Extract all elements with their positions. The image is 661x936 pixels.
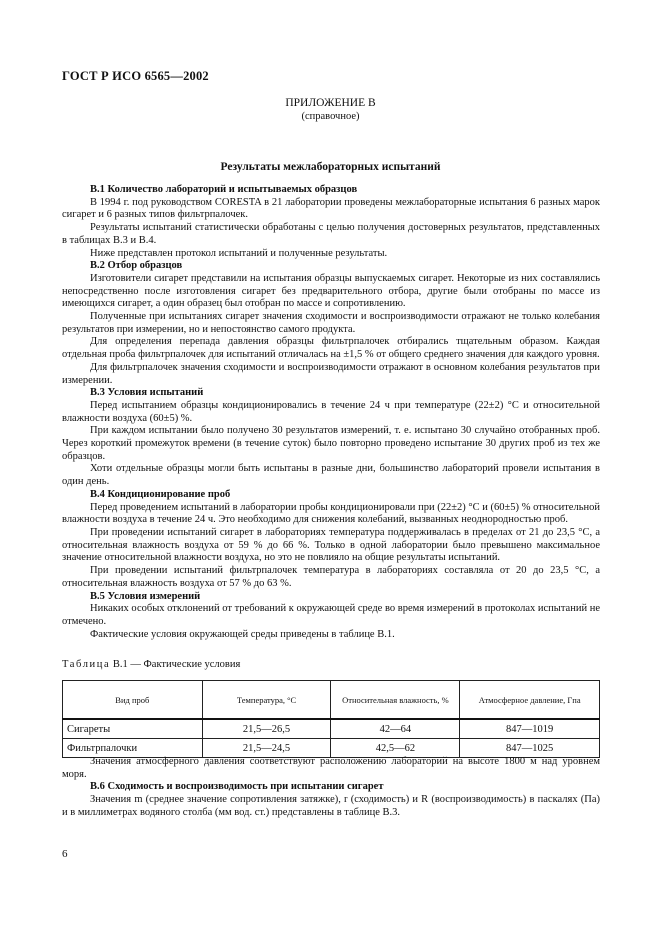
heading-b1: В.1 Количество лабораторий и испытываемых образцов	[90, 184, 358, 195]
document-code: ГОСТ Р ИСО 6565—2002	[62, 69, 209, 83]
document-body	[62, 184, 600, 641]
paragraph: Перед проведением испытаний в лаборатории пробы кондиционировали при (22±2) °С и (60±5) % относительной влажности воздуха в течение 24 ч. Это необходимо для снижения колебаний, вызванных неоднородностью проб.	[62, 501, 600, 526]
paragraph: При проведении испытаний фильтрпалочек температура в лабораториях составляла от 20 до 23,5 °С, а относительная влажность воздуха от 57 % до 63 %.	[62, 565, 600, 589]
table-header-row	[63, 681, 600, 720]
table-caption-text: В.1 — Фактические условия	[110, 659, 241, 670]
table-row	[63, 719, 600, 739]
table-cell: 847—1025	[460, 739, 600, 758]
paragraph: Ниже представлен протокол испытаний и полученные результаты.	[90, 247, 388, 259]
paragraph: Значения m (среднее значение сопротивления затяжке), r (сходимость) и R (воспроизводимость) в паскалях (Па) и в миллиметрах водяного столба (мм вод. ст.) представлены в таблице В.3.	[62, 794, 600, 818]
column-header: Относительная влажность, %	[331, 681, 460, 720]
table-cell: 42,5—62	[331, 739, 460, 758]
paragraph: При каждом испытании было получено 30 результатов измерений, т. е. испытано 30 случайно отобранных проб. Через короткий промежуток времени (в течение суток) было повторно проведено испытание 30 других проб из тех же образцов.	[62, 425, 600, 462]
paragraph: В 1994 г. под руководством CORESTA в 21 лаборатории проведены межлабораторные испытания 6 разных марок сигарет и 6 разных типов фильтрпалочек.	[62, 196, 600, 221]
conditions-table	[62, 680, 600, 758]
heading-b3: В.3 Условия испытаний	[90, 387, 204, 399]
paragraph: Результаты испытаний статистически обработаны с целью получения достоверных результатов, представленных в таблицах В.3 и В.4.	[62, 222, 600, 246]
heading-b2: В.2 Отбор образцов	[90, 260, 183, 272]
paragraph: Фактические условия окружающей среды приведены в таблице В.1.	[90, 628, 395, 640]
paragraph: Перед испытанием образцы кондиционировались в течение 24 ч при температуре (22±2) °С и относительной влажности воздуха (60±5) %.	[62, 399, 600, 424]
paragraph: Изготовители сигарет представили на испытания образцы выпускаемых сигарет. Некоторые из них составлялись непосредственно после изготовления сигарет без предварительного отбора, другие были отобраны по массе из имеющихся сигарет, а один образец был отобран по массе и сопротивлению.	[62, 272, 600, 310]
column-header: Температура, °С	[202, 681, 331, 720]
table-caption-prefix: Таблица	[62, 659, 111, 670]
document-body-continued	[62, 756, 600, 820]
paragraph: Значения атмосферного давления соответствуют расположению лабораторий на высоте 1800 м над уровнем моря.	[62, 756, 600, 780]
appendix-note: (справочное)	[301, 111, 360, 122]
section-title: Результаты межлабораторных испытаний	[220, 161, 441, 173]
paragraph: Хоти отдельные образцы могли быть испытаны в разные дни, большинство лабораторий провели испытания в один день.	[62, 463, 600, 488]
table-row	[63, 739, 600, 758]
column-header: Атмосферное давление, Гпа	[460, 681, 600, 720]
appendix-title: ПРИЛОЖЕНИЕ В	[285, 97, 376, 109]
heading-b6: В.6 Сходимость и воспроизводимость при испытании сигарет	[90, 781, 384, 793]
heading-b5: В.5 Условия измерений	[90, 590, 201, 602]
table-caption	[62, 659, 240, 670]
table-cell: 21,5—24,5	[202, 739, 331, 758]
table-cell: Сигареты	[63, 719, 203, 739]
heading-b4: В.4 Кондиционирование проб	[90, 488, 231, 500]
paragraph: Для определения перепада давления образцы фильтрпалочек отбирались тщательным образом. Каждая отдельная проба фильтрпалочек для испытаний отличалась на ±1,5 % от общего среднего значения для каждого уровня.	[62, 336, 600, 361]
paragraph: Никаких особых отклонений от требований к окружающей среде во время измерений в протоколах испытаний не отмечено.	[62, 603, 600, 627]
table-cell: 21,5—26,5	[202, 719, 331, 739]
table-cell: 42—64	[331, 719, 460, 739]
paragraph: Для фильтрпалочек значения сходимости и воспроизводимости отражают в основном колебания результатов при измерении.	[62, 361, 600, 386]
page-number: 6	[62, 848, 68, 860]
paragraph: Полученные при испытаниях сигарет значения сходимости и воспроизводимости отражают не только колебания результатов при измерении, но и непостоянство самого продукта.	[62, 311, 600, 335]
column-header: Вид проб	[63, 681, 203, 720]
paragraph: При проведении испытаний сигарет в лабораториях температура поддерживалась в пределах от 21 до 23,5 °С, а относительная влажность воздуха от 59 % до 66 %. Только в одной лаборатории было превышено максимальное значение относительной влажности воздуха, но это не повлияло на общие результаты испытаний.	[62, 526, 600, 564]
table-cell: 847—1019	[460, 719, 600, 739]
appendix-heading	[0, 97, 661, 123]
table-cell: Фильтрпалочки	[63, 739, 203, 758]
